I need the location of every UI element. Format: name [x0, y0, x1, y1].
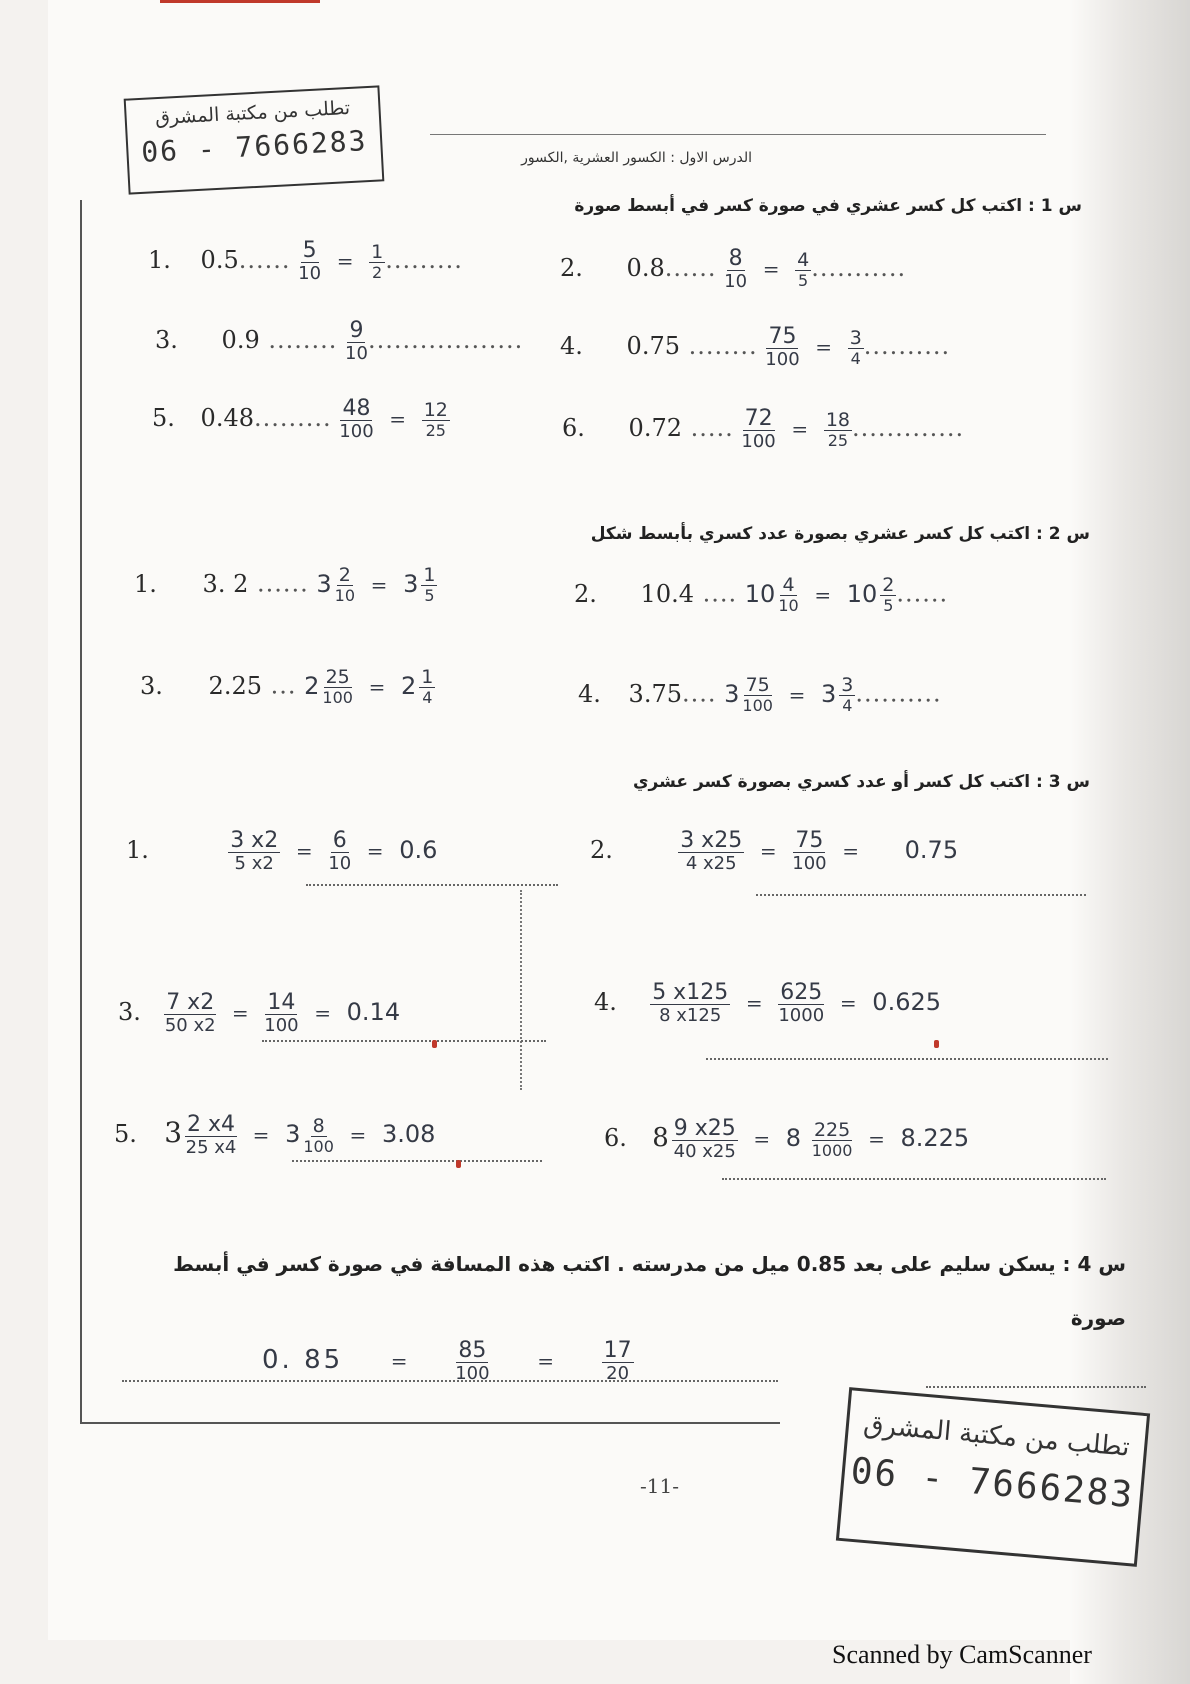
answer-simplified: $\frac{2}{5}$	[882, 574, 895, 615]
answer-fraction: $\frac{225}{1000}$	[811, 1118, 853, 1160]
answer-fraction: $\frac{6}{10}$	[328, 828, 352, 874]
answer-mixed: $\frac{8}{100}$	[303, 1114, 334, 1156]
answer-mixed: $\frac{4}{10}$	[778, 574, 799, 615]
answer-decimal: 0.625	[872, 988, 942, 1016]
q3-item-4: 4. $\frac{5 x125}{8 x125}$ = $\frac{625}{1000}$ = 0.625	[594, 980, 942, 1026]
q3-item-2: 2. $\frac{3 x25}{4 x25}$ = $\frac{75}{100}$ = 0.75	[590, 828, 959, 874]
item-number: 1.	[126, 836, 149, 864]
q3-item-3: 3. $\frac{7 x2}{50 x2}$ = $\frac{14}{100}$ = 0.14	[118, 990, 401, 1036]
q1-item-5: 5. 0.48......... $\frac{48}{100}$ = $\frac{12}{25}$	[152, 396, 448, 442]
answer-fraction: $\frac{72}{100}$	[741, 406, 776, 452]
item-number: 3.	[118, 998, 141, 1026]
answer-fraction: $\frac{9}{10}$	[345, 318, 368, 364]
decimal-value: 3.75	[628, 679, 682, 708]
answer-fraction: $\frac{14}{100}$	[264, 990, 299, 1036]
q1-item-4: 4. 0.75 ........ $\frac{75}{100}$ = $\frac{3}{4}$ ..........	[560, 324, 951, 370]
answer-fraction: $\frac{75}{100}$	[792, 828, 827, 874]
page-number: -11-	[640, 1474, 679, 1498]
problem-fraction: $\frac{7 x2}{50 x2}$	[164, 990, 216, 1036]
answer-simplified: $\frac{1}{5}$	[423, 564, 436, 605]
red-ink-mark	[432, 1040, 437, 1048]
answer-simplified: $\frac{4}{5}$	[797, 248, 810, 290]
decimal-value: 0.9	[221, 326, 260, 354]
problem-fraction: $\frac{9 x25}{40 x25}$	[673, 1116, 736, 1162]
decimal-value: 2.25	[208, 671, 262, 700]
answer-decimal: 3.08	[381, 1120, 436, 1148]
answer-line	[756, 894, 1086, 896]
scanner-watermark: Scanned by CamScanner	[832, 1640, 1092, 1669]
q3-item-5: 5. 3 $\frac{2 x4}{25 x4}$ = 3 $\frac{8}{100}$ = 3.08	[114, 1112, 436, 1158]
header-rule	[430, 134, 1046, 135]
q4-title: س 4 : يسكن سليم على بعد 0.85 ميل من مدرسته . اكتب هذه المسافة في صورة كسر في أبسط	[173, 1252, 1126, 1276]
q3-title: س 3 : اكتب كل كسر أو عدد كسري بصورة كسر عشري	[632, 772, 1090, 792]
q4-answer: 0. 85 = $\frac{85}{100}$ = $\frac{17}{20}$	[262, 1338, 632, 1384]
answer-simplified: $\frac{1}{4}$	[421, 666, 434, 707]
answer-line	[722, 1178, 1106, 1180]
decimal-value: 0.5	[200, 246, 239, 274]
answer-simplified: $\frac{12}{25}$	[423, 398, 448, 440]
decimal-value: 0.75	[626, 332, 680, 360]
stamp-text: تطلب من مكتبة المشرق	[154, 96, 351, 130]
item-number: 6.	[562, 414, 585, 442]
answer-line	[292, 1160, 542, 1162]
answer-mixed: $\frac{25}{100}$	[322, 666, 353, 707]
item-number: 2.	[560, 254, 583, 282]
decimal-value: 10.4	[640, 579, 694, 608]
frame-left-border	[80, 200, 82, 1422]
answer-line	[306, 884, 558, 886]
q2-item-2: 2. 10.4 .... 10 $\frac{4}{10}$ = 10 $\frac{2}{5}$ ......	[574, 574, 949, 615]
problem-fraction: $\frac{5 x125}{8 x125}$	[652, 980, 729, 1026]
problem-fraction: $\frac{3 x2}{5 x2}$	[230, 828, 279, 874]
answer-line	[706, 1058, 1108, 1060]
q1-item-6: 6. 0.72 ..... $\frac{72}{100}$ = $\frac{18}{25}$ .............	[562, 406, 965, 452]
answer-simplified: $\frac{1}{2}$	[371, 240, 384, 282]
item-number: 5.	[114, 1120, 137, 1148]
item-number: 5.	[152, 404, 175, 432]
answer-fraction: $\frac{85}{100}$	[455, 1338, 490, 1384]
item-number: 2.	[590, 836, 613, 864]
decimal-value: 0.72	[628, 414, 682, 442]
red-ink-mark	[934, 1040, 939, 1048]
q1-item-3: 3. 0.9 ........ $\frac{9}{10}$ ..................	[155, 318, 524, 364]
q3-item-1: 1. $\frac{3 x2}{5 x2}$ = $\frac{6}{10}$ = 0.6	[126, 828, 438, 874]
answer-simplified: $\frac{17}{20}$	[603, 1338, 632, 1384]
item-number: 1.	[134, 569, 157, 598]
answer-line	[926, 1386, 1146, 1388]
item-number: 4.	[578, 679, 601, 708]
answer-simplified: $\frac{3}{4}$	[841, 674, 854, 715]
answer-simplified: $\frac{18}{25}$	[825, 408, 850, 450]
q1-item-1: 1. 0.5...... $\frac{5}{10}$ = $\frac{1}{2}$ .........	[148, 238, 463, 284]
item-number: 6.	[604, 1124, 627, 1152]
answer-line	[122, 1380, 778, 1382]
answer-fraction: $\frac{75}{100}$	[765, 324, 800, 370]
q2-item-4: 4. 3.75.... 3 $\frac{75}{100}$ = 3 $\frac{3}{4}$ ..........	[578, 674, 942, 715]
problem-fraction: $\frac{2 x4}{25 x4}$	[185, 1112, 237, 1158]
answer-decimal: 0. 85	[262, 1345, 344, 1375]
answer-decimal: 8.225	[900, 1124, 970, 1152]
item-number: 2.	[574, 579, 597, 608]
answer-decimal: 0.75	[904, 836, 959, 864]
lesson-title: الدرس الاول : الكسور العشرية ,الكسور	[521, 150, 752, 166]
q2-item-3: 3. 2.25 ... 2 $\frac{25}{100}$ = 2 $\frac{1}{4}$	[140, 666, 434, 707]
answer-mixed: $\frac{75}{100}$	[742, 674, 773, 715]
q4-title-continued: صورة	[1070, 1306, 1126, 1330]
stamp-text: تطلب من مكتبة المشرق	[862, 1409, 1131, 1463]
answer-decimal: 0.14	[346, 998, 401, 1026]
library-stamp-top	[124, 85, 385, 194]
q1-title: س 1 : اكتب كل كسر عشري في صورة كسر في أبسط صورة	[574, 196, 1082, 216]
answer-fraction: $\frac{48}{100}$	[339, 396, 374, 442]
q1-item-2: 2. 0.8...... $\frac{8}{10}$ = $\frac{4}{5}$ ...........	[560, 246, 907, 292]
answer-simplified: $\frac{3}{4}$	[849, 326, 862, 368]
q2-title: س 2 : اكتب كل كسر عشري بصورة عدد كسري بأبسط شكل	[590, 524, 1090, 544]
item-number: 3.	[140, 671, 163, 700]
item-number: 4.	[594, 988, 617, 1016]
item-number: 4.	[560, 332, 583, 360]
library-stamp-bottom	[836, 1387, 1150, 1567]
stamp-phone: 06 - 7666283	[140, 124, 369, 169]
answer-line	[262, 1040, 546, 1042]
answer-decimal: 0.6	[399, 836, 438, 864]
frame-bottom-border	[80, 1422, 780, 1424]
column-divider	[520, 890, 522, 1090]
red-ink-mark	[456, 1160, 461, 1168]
answer-fraction: $\frac{625}{1000}$	[778, 980, 825, 1026]
decimal-value: 0.8	[626, 254, 665, 282]
q2-item-1: 1. 3. 2 ...... 3 $\frac{2}{10}$ = 3 $\frac{1}{5}$	[134, 564, 436, 605]
item-number: 3.	[155, 326, 178, 354]
item-number: 1.	[148, 246, 171, 274]
answer-mixed: $\frac{2}{10}$	[334, 564, 356, 605]
top-color-strip	[160, 0, 320, 3]
answer-fraction: $\frac{8}{10}$	[724, 246, 748, 292]
problem-fraction: $\frac{3 x25}{4 x25}$	[680, 828, 743, 874]
q3-item-6: 6. 8 $\frac{9 x25}{40 x25}$ = 8 $\frac{225}{1000}$ = 8.225	[604, 1116, 970, 1162]
decimal-value: 0.48	[200, 404, 254, 432]
answer-fraction: $\frac{5}{10}$	[298, 238, 322, 284]
decimal-value: 3. 2	[202, 569, 249, 598]
stamp-phone: 06 - 7666283	[849, 1450, 1136, 1517]
